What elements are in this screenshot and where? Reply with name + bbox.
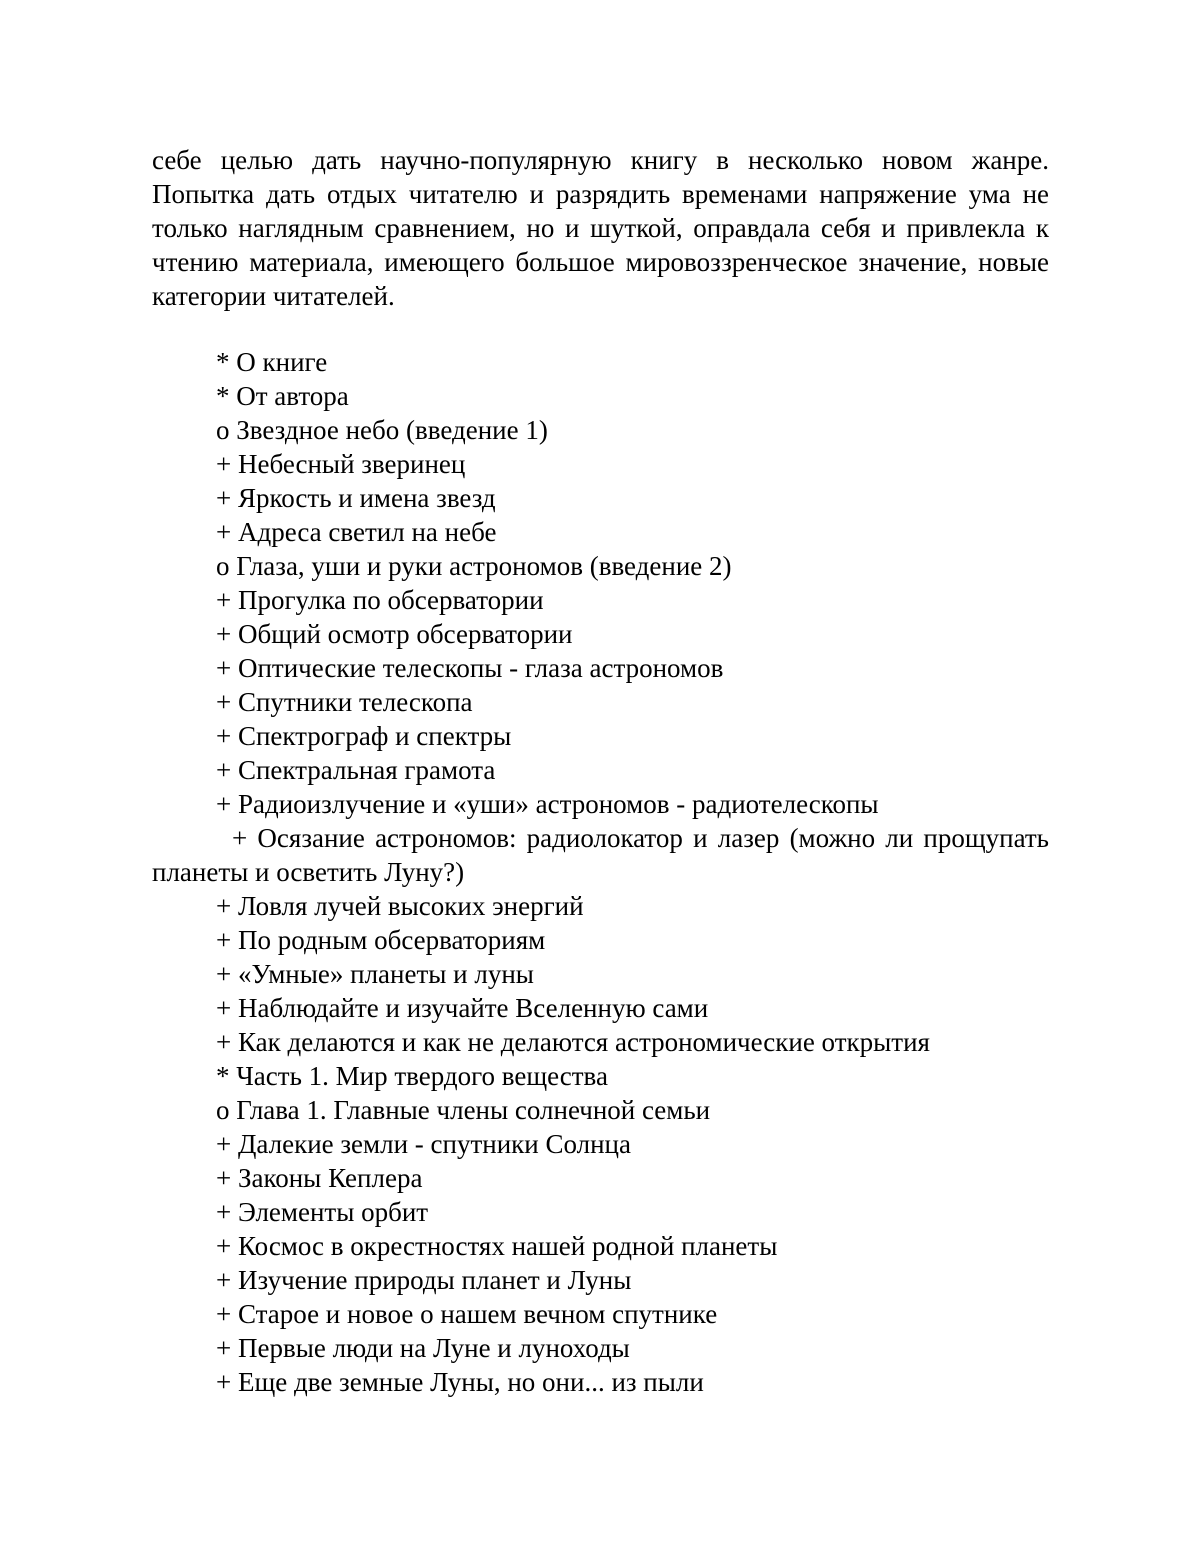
toc-item: o Глава 1. Главные члены солнечной семьи xyxy=(216,1095,711,1125)
toc-item: + По родным обсерваториям xyxy=(216,925,546,955)
toc-item: + Первые люди на Луне и луноходы xyxy=(216,1333,630,1363)
toc-item: + Старое и новое о нашем вечном спутнике xyxy=(216,1299,718,1329)
toc-item: + Законы Кеплера xyxy=(216,1163,423,1193)
toc-item: + Спутники телескопа xyxy=(216,687,473,717)
toc-item: o Глаза, уши и руки астрономов (введение 2) xyxy=(216,551,732,581)
table-of-contents xyxy=(152,345,1049,1399)
toc-item: * О книге xyxy=(216,347,328,377)
intro-line: привлекла к чтению материала, имеющего большое xyxy=(152,213,1049,277)
intro-line: мировоззренческое значение, новые категории читателей. xyxy=(152,247,1049,311)
toc-item: + Далекие земли - спутники Солнца xyxy=(216,1129,631,1159)
toc-item: + Элементы орбит xyxy=(216,1197,429,1227)
toc-item: + Прогулка по обсерватории xyxy=(216,585,544,615)
toc-item: + «Умные» планеты и луны xyxy=(216,959,534,989)
toc-item: + Общий осмотр обсерватории xyxy=(216,619,573,649)
toc-item: + Как делаются и как не делаются астрономические открытия xyxy=(216,1027,930,1057)
toc-item: + Оптические телескопы - глаза астрономов xyxy=(216,653,724,683)
toc-item: + Наблюдайте и изучайте Вселенную сами xyxy=(216,993,709,1023)
toc-item: + Космос в окрестностях нашей родной планеты xyxy=(216,1231,778,1261)
toc-item: o Звездное небо (введение 1) xyxy=(216,415,548,445)
intro-line: себе целью дать научно-популярную книгу в несколько новом жанре. xyxy=(152,145,1049,175)
toc-item: + Еще две земные Луны, но они... из пыли xyxy=(216,1367,704,1397)
toc-item: + Спектральная грамота xyxy=(216,755,496,785)
intro-line: Попытка дать отдых читателю и разрядить временами напряжение ума xyxy=(152,179,1011,209)
toc-item: * От автора xyxy=(216,381,349,411)
toc-item: + Небесный зверинец xyxy=(216,449,466,479)
toc-item: + Ловля лучей высоких энергий xyxy=(216,891,584,921)
toc-item: * Часть 1. Мир твердого вещества xyxy=(216,1061,608,1091)
intro-paragraph xyxy=(152,143,1049,313)
document-page xyxy=(152,143,1049,1399)
toc-item: + Яркость и имена звезд xyxy=(216,483,496,513)
toc-item: + Изучение природы планет и Луны xyxy=(216,1265,632,1295)
toc-item: + Радиоизлучение и «уши» астрономов - радиотелескопы xyxy=(216,789,879,819)
intro-line: не только наглядным сравнением, но и шуткой, оправдала себя и xyxy=(152,179,1050,243)
toc-item: + Осязание астрономов: радиолокатор и лазер (можно ли прощупать планеты и осветить Луну?) xyxy=(152,823,1049,887)
toc-item: + Адреса светил на небе xyxy=(216,517,497,547)
toc-item: + Спектрограф и спектры xyxy=(216,721,512,751)
